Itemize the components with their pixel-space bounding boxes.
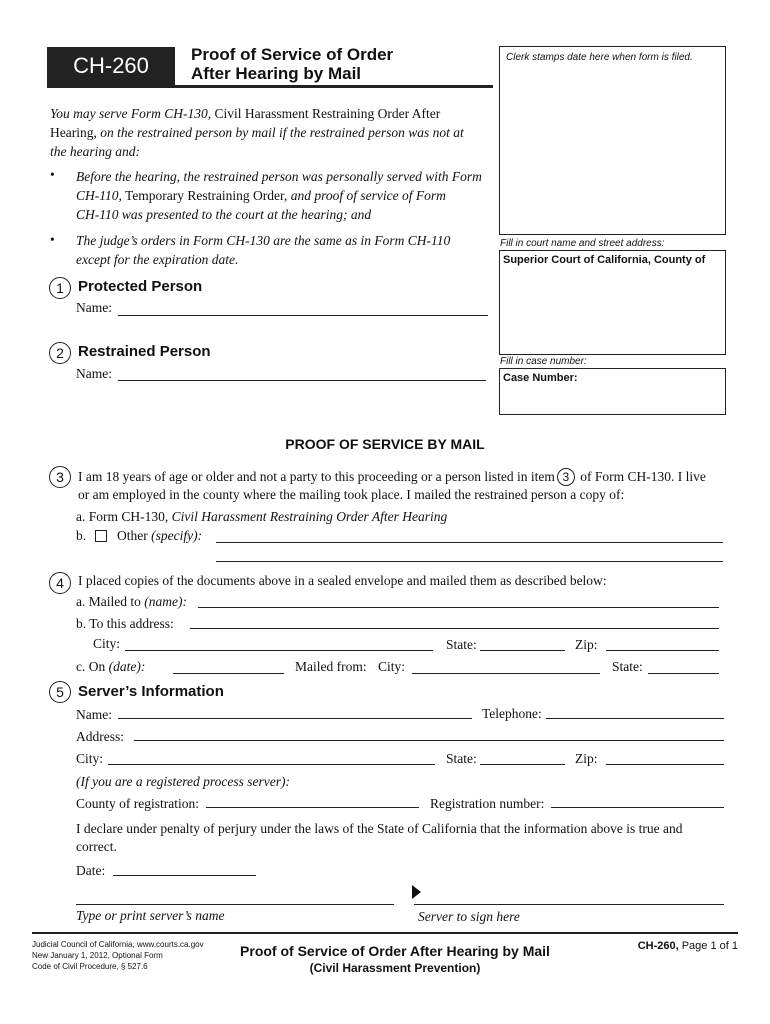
item-4c-text2: (date): bbox=[108, 659, 146, 674]
item-3b-text1: Other bbox=[117, 528, 148, 543]
footer-page: Page 1 of 1 bbox=[681, 940, 738, 952]
registered-server-note: (If you are a registered process server): bbox=[76, 774, 290, 789]
item-3b-text bbox=[117, 528, 202, 544]
item-4a-text2: (name): bbox=[144, 594, 187, 609]
header-rule bbox=[47, 85, 493, 88]
county-registration-field[interactable] bbox=[206, 807, 419, 808]
intro-p1-c: Hearing, bbox=[50, 125, 97, 140]
form-id-badge bbox=[47, 47, 175, 85]
mail-city-label: City: bbox=[93, 636, 121, 651]
bullet-2-symbol: • bbox=[50, 232, 55, 247]
declaration bbox=[76, 820, 726, 856]
registration-number-label: Registration number: bbox=[430, 796, 545, 811]
mail-state-label: State: bbox=[446, 637, 477, 652]
bullet-2-a: The judge’s orders in Form CH-130 are the same as in Form CH-110 bbox=[76, 233, 451, 248]
item-3a-label: a. bbox=[76, 509, 86, 524]
mail-state-field[interactable] bbox=[480, 650, 565, 651]
sign-caption: Server to sign here bbox=[418, 909, 520, 924]
date-label: Date: bbox=[76, 863, 106, 878]
item-3-line1-a: I am 18 years of age or older and not a party to this proceeding or a person listed in item bbox=[78, 469, 555, 484]
date-field[interactable] bbox=[113, 875, 256, 876]
item-4c-label: c. bbox=[76, 659, 86, 674]
restrained-name-field[interactable] bbox=[118, 380, 486, 381]
mail-zip-field[interactable] bbox=[606, 650, 719, 651]
clerk-stamp-label: Clerk stamps date here when form is filed. bbox=[506, 52, 693, 63]
form-title-line1: Proof of Service of Order bbox=[191, 45, 394, 64]
footer-form-id: CH-260, bbox=[637, 940, 679, 952]
server-zip-field[interactable] bbox=[606, 764, 724, 765]
county-registration-label: County of registration: bbox=[76, 796, 199, 811]
sign-arrow-icon bbox=[412, 885, 421, 904]
item-3-ref: 3 bbox=[557, 468, 575, 486]
declaration-line1: I declare under penalty of perjury under the laws of the State of California that the information above is true and bbox=[76, 821, 683, 836]
clerk-stamp-box bbox=[499, 46, 726, 235]
server-zip-label: Zip: bbox=[575, 751, 598, 766]
bullet-1-a: Before the hearing, the restrained person was personally served with Form bbox=[76, 169, 482, 184]
intro-p1-a: You may serve Form CH-130, bbox=[50, 106, 212, 121]
bullet-1-d: and proof of service of Form bbox=[290, 188, 446, 203]
item-3a-text2: Civil Harassment Restraining Order After Hearing bbox=[171, 509, 448, 524]
mail-city-field[interactable] bbox=[125, 650, 433, 651]
bullet-2-b: except for the expiration date. bbox=[76, 252, 239, 267]
footer-subtitle: (Civil Harassment Prevention) bbox=[309, 961, 481, 975]
server-city-label: City: bbox=[76, 751, 104, 766]
bullet-1-b: CH-110, bbox=[76, 188, 122, 203]
item-4-line1: I placed copies of the documents above in a sealed envelope and mailed them as described below: bbox=[78, 573, 607, 588]
item-4-number: 4 bbox=[49, 572, 71, 594]
server-telephone-label: Telephone: bbox=[482, 706, 542, 721]
mail-address-field[interactable] bbox=[190, 628, 719, 629]
item-1-number: 1 bbox=[49, 277, 71, 299]
item-3-line1-b: of Form CH-130. I live bbox=[580, 469, 706, 484]
mailed-from-state-field[interactable] bbox=[648, 673, 719, 674]
server-name-field[interactable] bbox=[118, 718, 472, 719]
item-4b-label: b. bbox=[76, 616, 87, 631]
item-3b-text2: (specify): bbox=[151, 528, 203, 543]
bullet-1-c: Temporary Restraining Order, bbox=[125, 188, 288, 203]
server-address-label: Address: bbox=[76, 729, 124, 744]
case-number-box[interactable] bbox=[499, 368, 726, 415]
proof-heading: PROOF OF SERVICE BY MAIL bbox=[285, 436, 485, 452]
intro-p1-e: the hearing and: bbox=[50, 144, 140, 159]
mail-date-field[interactable] bbox=[173, 673, 284, 674]
other-checkbox[interactable] bbox=[95, 530, 107, 542]
intro-p1-d: on the restrained person by mail if the restrained person was not at bbox=[100, 125, 464, 140]
server-address-field[interactable] bbox=[134, 740, 724, 741]
case-number-label: Fill in case number: bbox=[500, 356, 587, 367]
mailed-to-name-field[interactable] bbox=[198, 607, 719, 608]
declaration-line2: correct. bbox=[76, 839, 117, 854]
item-2-number: 2 bbox=[49, 342, 71, 364]
form-title-line2: After Hearing by Mail bbox=[191, 64, 362, 83]
server-signature-field[interactable] bbox=[414, 904, 724, 905]
footer-title: Proof of Service of Order After Hearing by Mail bbox=[240, 943, 550, 959]
protected-person-heading: Protected Person bbox=[78, 278, 203, 295]
case-number-value: Case Number: bbox=[503, 372, 578, 384]
other-specify-field-1[interactable] bbox=[216, 542, 723, 543]
server-printed-name-field[interactable] bbox=[76, 904, 394, 905]
restrained-person-heading: Restrained Person bbox=[78, 343, 211, 360]
intro-paragraph bbox=[50, 104, 490, 161]
footer-rule bbox=[32, 932, 738, 934]
item-3-line2: or am employed in the county where the mailing took place. I mailed the restrained person a copy of: bbox=[78, 487, 625, 502]
item-3-number: 3 bbox=[49, 466, 71, 488]
item-3-text bbox=[78, 468, 728, 504]
item-4c bbox=[76, 659, 145, 675]
bullet-1-e: CH-110 was presented to the court at the hearing; and bbox=[76, 207, 372, 222]
item-4a bbox=[76, 594, 187, 610]
item-4a-text1: Mailed to bbox=[88, 594, 141, 609]
item-5-number: 5 bbox=[49, 681, 71, 703]
item-4b-text: To this address: bbox=[89, 616, 174, 631]
item-4c-text1: On bbox=[88, 659, 106, 674]
item-4b bbox=[76, 616, 174, 632]
protected-name-field[interactable] bbox=[118, 315, 488, 316]
server-city-field[interactable] bbox=[108, 764, 435, 765]
other-specify-field-2[interactable] bbox=[216, 561, 723, 562]
item-3b-label: b. bbox=[76, 528, 87, 543]
intro-p1-b: Civil Harassment Restraining Order After bbox=[214, 106, 441, 121]
footer-left-line2: New January 1, 2012, Optional Form bbox=[32, 951, 163, 960]
type-name-caption: Type or print server’s name bbox=[76, 908, 225, 923]
item-4a-label: a. bbox=[76, 594, 86, 609]
bullet-1-symbol: • bbox=[50, 167, 55, 182]
server-info-heading: Server’s Information bbox=[78, 683, 224, 700]
mail-zip-label: Zip: bbox=[575, 637, 598, 652]
footer-center bbox=[200, 942, 590, 976]
mailed-from-state-label: State: bbox=[612, 659, 643, 674]
footer-left bbox=[32, 939, 204, 972]
server-state-field[interactable] bbox=[480, 764, 565, 765]
court-name-box[interactable] bbox=[499, 250, 726, 355]
footer-right bbox=[600, 940, 738, 952]
form-id: CH-260 bbox=[73, 53, 149, 78]
bullet-1 bbox=[76, 167, 496, 224]
server-name-label: Name: bbox=[76, 707, 112, 722]
bullet-2 bbox=[76, 231, 496, 269]
court-label: Fill in court name and street address: bbox=[500, 238, 665, 249]
footer-left-line3: Code of Civil Procedure, § 527.6 bbox=[32, 962, 148, 971]
form-title bbox=[191, 45, 393, 83]
item-3a-text1: Form CH-130, bbox=[88, 509, 169, 524]
mailed-from-label: Mailed from: bbox=[295, 659, 367, 674]
footer-left-line1: Judicial Council of California, www.courts.ca.gov bbox=[32, 940, 204, 949]
mailed-from-city-label: City: bbox=[378, 659, 406, 674]
protected-name-label: Name: bbox=[76, 300, 112, 315]
restrained-name-label: Name: bbox=[76, 366, 112, 381]
registration-number-field[interactable] bbox=[551, 807, 724, 808]
server-state-label: State: bbox=[446, 751, 477, 766]
court-name-value: Superior Court of California, County of bbox=[503, 254, 706, 266]
item-3a bbox=[76, 509, 447, 525]
mailed-from-city-field[interactable] bbox=[412, 673, 600, 674]
server-telephone-field[interactable] bbox=[546, 718, 724, 719]
